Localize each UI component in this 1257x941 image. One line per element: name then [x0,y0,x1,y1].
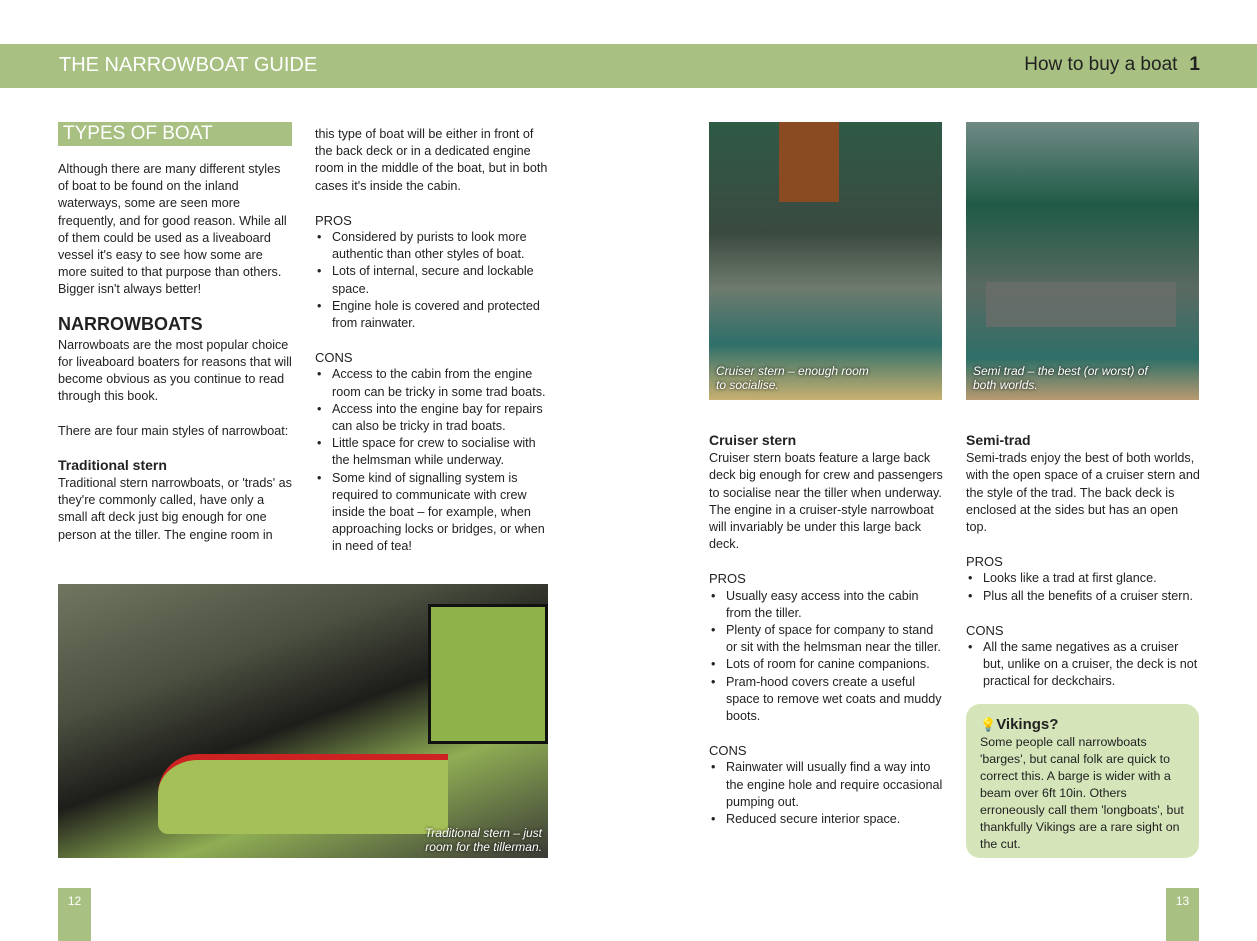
right-column-1 [709,432,943,845]
guide-title: THE NARROWBOAT GUIDE [59,54,318,76]
cons-label: CONS [709,743,747,759]
traditional-stern-photo [58,584,548,858]
semi-cons-list [966,639,1202,691]
intro-text: Although there are many different styles of boat to be found on the inland waterways, some are seen more frequently, and for good reason. While all of them could be used as a liveaboard vessel it's easy to see how some are more suited to that purpose than others. Bigger isn't always better! [58,162,287,297]
right-column-2 [966,432,1202,708]
list-item: • Plus all the benefits of a cruiser stern. [966,588,1202,605]
left-column-2 [315,126,550,573]
trad-text-cont: this type of boat will be either in front of the back deck or in a dedicated engine room in the middle of the boat, but in both cases it's inside the cabin. [315,127,548,193]
tip-title: Vikings? [996,716,1059,733]
tip-text: Some people call narrowboats 'barges', but canal folk are quick to correct this. A barge is wider with a beam over 6ft 10in. Others erroneously call them 'longboats', but thankfully Vikings are a rare sight on the cut. [980,735,1184,851]
deck-grating [986,282,1176,327]
list-item: • Lots of internal, secure and lockable space. [315,263,550,297]
cons-label: CONS [315,350,353,366]
pros-label: PROS [315,212,352,228]
trad-text: Traditional stern narrowboats, or 'trads' as they're commonly called, have only a small aft deck just big enough for one person at the tiller. The engine room in [58,476,292,542]
semi-trad-photo [966,122,1199,400]
list-item: • Usually easy access into the cabin from the tiller. [709,588,943,622]
boat-sign-panel [428,604,548,744]
list-item: • Access to the cabin from the engine room can be tricky in some trad boats. [315,366,550,400]
cruiser-stern-photo [709,122,942,400]
cruiser-text: Cruiser stern boats feature a large back deck big enough for crew and passengers to socialise near the tiller when underway. The engine in a cruiser-style narrowboat will invariably be under this large back deck. [709,451,943,552]
list-item: • Looks like a trad at first glance. [966,570,1202,587]
semi-text: Semi-trads enjoy the best of both worlds, with the open space of a cruiser stern and the style of the trad. The back deck is enclosed at the sides but has an open top. [966,451,1200,535]
list-item: • Some kind of signalling system is required to communicate with crew inside the boat – for example, when approaching locks or bridges, or when in need of tea! [315,470,550,556]
left-column-1 [58,122,292,561]
cruiser-caption: Cruiser stern – enough room to socialise. [716,364,869,392]
list-item: • Access into the engine bay for repairs can also be tricky in trad boats. [315,401,550,435]
list-item: • All the same negatives as a cruiser but, unlike on a cruiser, the deck is not practical for deckchairs. [966,639,1202,691]
trad-pros-list [315,229,550,332]
cruiser-pros-list [709,588,943,726]
cruiser-cons-list [709,759,943,828]
list-item: • Plenty of space for company to stand or sit with the helmsman near the tiller. [709,622,943,656]
semi-pros-list [966,570,1202,604]
photo-caption: Traditional stern – just room for the tillerman. [424,826,542,854]
cruiser-heading: Cruiser stern [709,432,797,448]
list-item: • Engine hole is covered and protected from rainwater. [315,298,550,332]
page-number-right: 13 [1166,888,1199,941]
list-item: • Pram-hood covers create a useful space to remove wet coats and muddy boots. [709,674,943,726]
styles-text: There are four main styles of narrowboat: [58,423,289,438]
list-item: • Reduced secure interior space. [709,811,943,828]
list-item: • Little space for crew to socialise with the helmsman while underway. [315,435,550,469]
trad-cons-list [315,366,550,555]
semi-heading: Semi-trad [966,432,1031,448]
trad-heading: Traditional stern [58,456,167,473]
narrowboats-text: Narrowboats are the most popular choice for liveaboard boaters for reasons that will become obvious as you continue to read through this book. [58,337,292,404]
narrowboats-heading: NARROWBOATS [58,313,203,334]
section-title [1024,54,1200,76]
page-number-left: 12 [58,888,91,941]
page-heading: TYPES OF BOAT [58,122,292,146]
list-item: • Rainwater will usually find a way into the engine hole and require occasional pumping out. [709,759,943,811]
semi-caption: Semi trad – the best (or worst) of both worlds. [973,364,1148,392]
pros-label: PROS [966,554,1003,570]
lightbulb-icon: 💡 [980,717,997,732]
tip-box [966,704,1199,858]
cabin-doors [779,122,839,202]
cons-label: CONS [966,622,1004,638]
section-number: 1 [1189,54,1200,75]
section-title-text: How to buy a boat [1024,54,1178,75]
list-item: • Lots of room for canine companions. [709,656,943,673]
pros-label: PROS [709,571,746,587]
list-item: • Considered by purists to look more authentic than other styles of boat. [315,229,550,263]
boat-deck [158,754,448,834]
